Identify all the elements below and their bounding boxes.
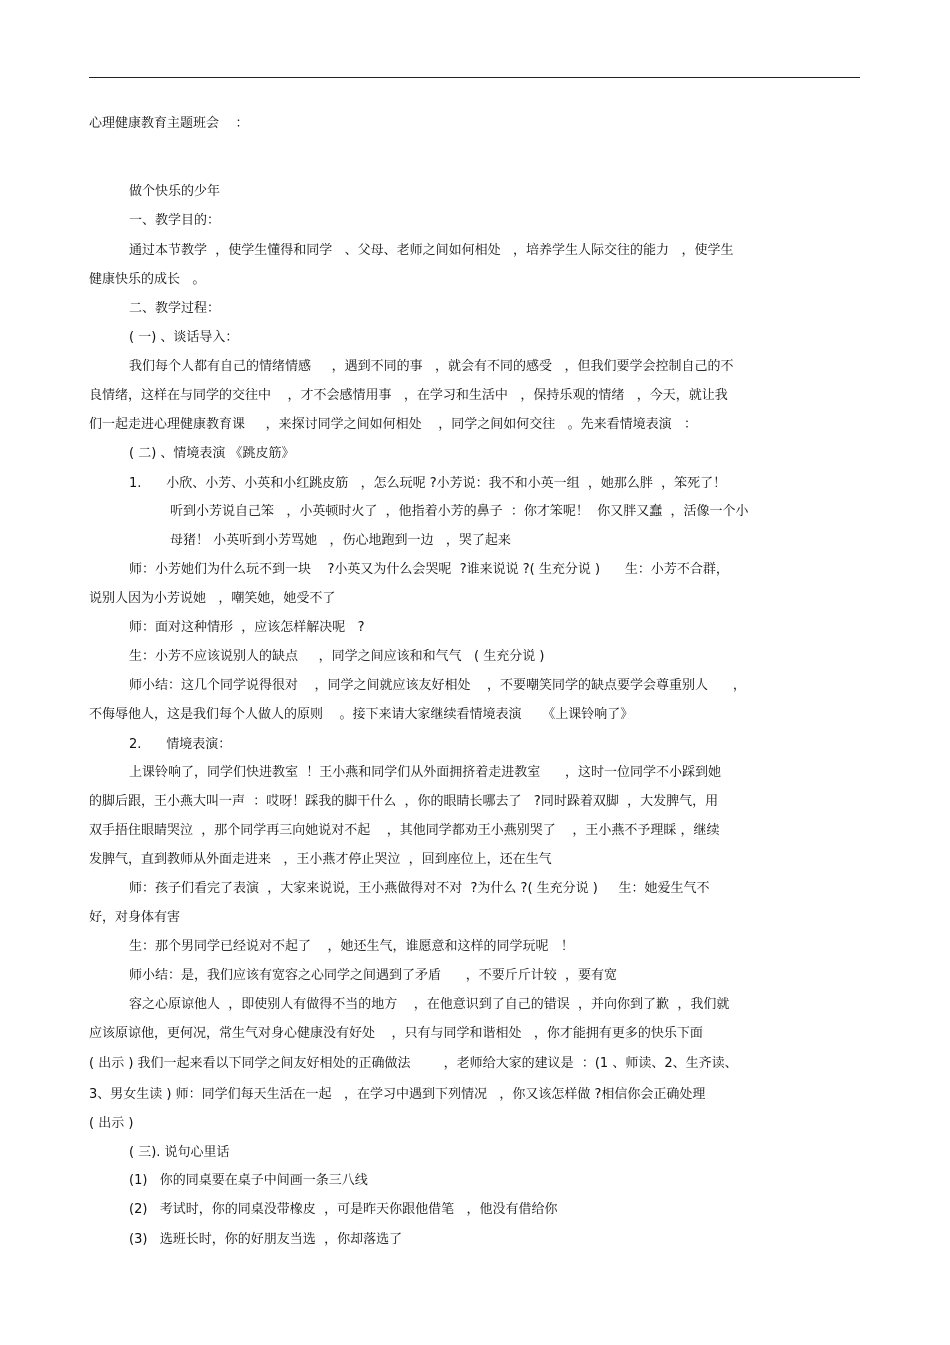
paragraph-line: 健康快乐的成长 。 (89, 272, 206, 287)
paragraph-line: 良情绪，这样在与同学的交往中 ，才不会感情用事 ，在学习和生活中 ，保持乐观的情绪 ，今天，就让我 (89, 388, 728, 403)
document-title: 做个快乐的少年 (129, 184, 221, 199)
subsection-heading: ( 三). 说句心里话 (129, 1145, 230, 1160)
section-heading: 一、教学目的： (129, 213, 221, 228)
paragraph-line: 应该原谅他，更何况，常生气对身心健康没有好处 ，只有与同学和谐相处 ，你才能拥有更多的快乐下面 (89, 1026, 703, 1041)
paragraph-line: 不侮辱他人，这是我们每个人做人的原则 。接下来请大家继续看情境表演 《上课铃响了》 (89, 707, 634, 722)
document-header: 心理健康教育主题班会 ： (89, 116, 249, 131)
list-item-continuation: 母猪！ 小英听到小芳骂她 ，伤心地跑到一边 ，哭了起来 (170, 533, 511, 548)
paragraph-line: 说别人因为小芳说她 ，嘲笑她，她受不了 (89, 591, 336, 606)
paragraph-line: 师：面对这种情形 ，应该怎样解决呢 ? (129, 620, 365, 635)
paragraph-line: 我们每个人都有自己的情绪情感 ，遇到不同的事 ，就会有不同的感受 ，但我们要学会控制自己的不 (129, 359, 734, 374)
subsection-heading: ( 一) 、谈话导入： (129, 330, 239, 345)
list-item: 2. 情境表演： (129, 737, 232, 752)
list-item-continuation: 听到小芳说自己笨 ，小英顿时火了 ，他指着小芳的鼻子 ：你才笨呢！ 你又胖又蠢 ，活像一个小 (170, 504, 749, 519)
subsection-heading: ( 二) 、情境表演 《跳皮筋》 (129, 446, 295, 461)
paragraph-line: 发脾气，直到教师从外面走进来 ，王小燕才停止哭泣 ，回到座位上，还在生气 (89, 852, 552, 867)
header-rule (89, 77, 860, 78)
paragraph-line: 师：小芳她们为什么玩不到一块 ?小英又为什么会哭呢 ?谁来说说 ?( 生充分说 ) 生：小芳不合群， (129, 562, 729, 577)
paragraph-line: 师小结：这几个同学说得很对 ，同学之间就应该友好相处 ，不要嘲笑同学的缺点要学会尊重别人 ， (129, 678, 746, 693)
paragraph-line: 双手捂住眼睛哭泣 ，那个同学再三向她说对不起 ，其他同学都劝王小燕别哭了 ，王小燕不予理睬 ，继续 (89, 823, 720, 838)
section-heading: 二、教学过程： (129, 301, 221, 316)
paragraph-line: 师小结：是，我们应该有宽容之心同学之间遇到了矛盾 ，不要斤斤计较 ，要有宽 (129, 968, 618, 983)
paragraph-line: 好，对身体有害 (89, 910, 181, 925)
paragraph-line: 师：孩子们看完了表演 ，大家来说说，王小燕做得对不对 ?为什么 ?( 生充分说 ) 生：她爱生气不 (129, 881, 710, 896)
paragraph-line: 生：小芳不应该说别人的缺点 ，同学之间应该和和气气 ( 生充分说 ) (129, 649, 545, 664)
paragraph-line: 上课铃响了，同学们快进教室 ！王小燕和同学们从外面拥挤着走进教室 ，这时一位同学不小踩到她 (129, 765, 722, 780)
list-item: (3) 选班长时，你的好朋友当选 ，你却落选了 (129, 1232, 403, 1247)
paragraph-line: 容之心原谅他人 ，即使别人有做得不当的地方 ，在他意识到了自己的错误 ，并向你到了歉 ，我们就 (129, 997, 730, 1012)
paragraph-line: 3、男女生读 ) 师：同学们每天生活在一起 ，在学习中遇到下列情况 ，你又该怎样做 ?相信你会正确处理 (89, 1087, 706, 1102)
paragraph-line: 的脚后跟，王小燕大叫一声 ：哎呀！踩我的脚干什么 ，你的眼睛长哪去了 ?同时跺着双脚 ，大发脾气，用 (89, 794, 719, 809)
list-item: (2) 考试时，你的同桌没带橡皮 ，可是昨天你跟他借笔 ，他没有借给你 (129, 1202, 558, 1217)
paragraph-line: 生：那个男同学已经说对不起了 ，她还生气，谁愿意和这样的同学玩呢 ！ (129, 939, 574, 954)
paragraph-line: 们一起走进心理健康教育课 ，来探讨同学之间如何相处 ，同学之间如何交往 。先来看情境表演 ： (89, 417, 697, 432)
paragraph-line: ( 出示 ) (89, 1116, 134, 1131)
paragraph-line: ( 出示 ) 我们一起来看以下同学之间友好相处的正确做法 ，老师给大家的建议是 ：(1 、师读、2、生齐读、 (89, 1056, 738, 1071)
list-item: (1) 你的同桌要在桌子中间画一条三八线 (129, 1173, 368, 1188)
paragraph-line: 通过本节教学 ，使学生懂得和同学 、父母、老师之间如何相处 ，培养学生人际交往的能力 ，使学生 (129, 243, 734, 258)
list-item: 1. 小欣、小芳、小英和小红跳皮筋 ，怎么玩呢 ?小芳说：我不和小英一组 ，她那么胖 ，笨死了！ (129, 476, 727, 491)
